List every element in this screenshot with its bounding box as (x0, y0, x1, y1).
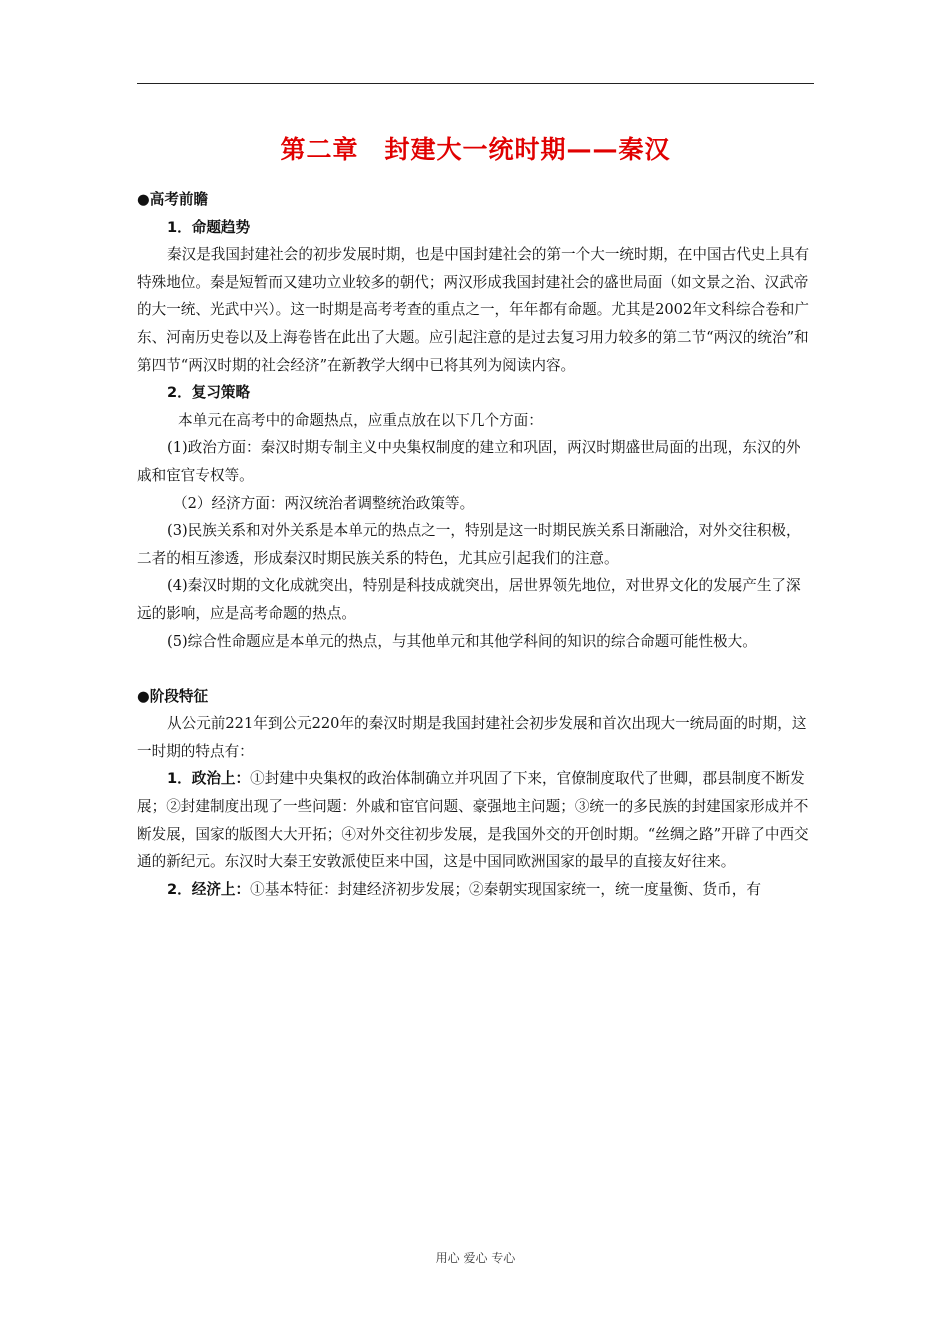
strategy-item: (5)综合性命题应是本单元的热点，与其他单元和其他学科间的知识的综合命题可能性极大。 (167, 632, 757, 650)
section-heading-features: ●阶段特征 (137, 687, 209, 705)
header-rule (137, 83, 814, 84)
subheading-trend: 1．命题趋势 (167, 218, 251, 236)
paragraph-politics (137, 765, 814, 875)
economy-lead: 2．经济上： (167, 880, 251, 898)
economy-text: ①基本特征：封建经济初步发展；②秦朝实现国家统一，统一度量衡、货币，有 (250, 880, 761, 898)
politics-lead: 1．政治上： (167, 770, 251, 788)
paragraph-economy (137, 876, 814, 904)
subheading-strategy: 2．复习策略 (167, 384, 251, 402)
paragraph-features-intro: 从公元前221年到公元220年的秦汉时期是我国封建社会初步发展和首次出现大一统局面的时期，这一时期的特点有： (137, 715, 807, 760)
document-body (137, 186, 814, 903)
paragraph-trend: 秦汉是我国封建社会的初步发展时期，也是中国封建社会的第一个大一统时期，在中国古代史上具有特殊地位。秦是短暂而又建功立业较多的朝代；两汉形成我国封建社会的盛世局面（如文景之治、汉武帝的大一统、光武中兴）。这一时期是高考考查的重点之一，年年都有命题。尤其是2002年文科综合卷和广东、河南历史卷以及上海卷皆在此出了大题。应引起注意的是过去复习用力较多的第二节“两汉的统治”和第四节“两汉时期的社会经济”在新教学大纲中已将其列为阅读内容。 (137, 246, 810, 374)
section-heading-outlook: ●高考前瞻 (137, 191, 209, 208)
chapter-title: 第二章 封建大一统时期——秦汉 (280, 135, 671, 164)
politics-text: ①封建中央集权的政治体制确立并巩固了下来，官僚制度取代了世卿，郡县制度不断发展；②封建制度出现了一些问题：外戚和宦官问题、豪强地主问题；③统一的多民族的封建国家形成并不断发展，国家的版图大大开拓；④对外交往初步发展，是我国外交的开创时期。“丝绸之路”开辟了中西交通的新纪元。东汉时大秦王安敦派使臣来中国，这是中国同欧洲国家的最早的直接友好往来。 (137, 770, 809, 871)
strategy-item: (1)政治方面：秦汉时期专制主义中央集权制度的建立和巩固，两汉时期盛世局面的出现，东汉的外戚和宦官专权等。 (137, 439, 801, 484)
page-footer: 用心 爱心 专心 (435, 1251, 516, 1265)
spacer (137, 655, 814, 683)
strategy-item: (4)秦汉时期的文化成就突出，特别是科技成就突出，居世界领先地位，对世界文化的发展产生了深远的影响，应是高考命题的热点。 (137, 577, 801, 622)
paragraph-strategy-intro: 本单元在高考中的命题热点，应重点放在以下几个方面： (178, 411, 543, 429)
strategy-item: (3)民族关系和对外关系是本单元的热点之一，特别是这一时期民族关系日渐融洽，对外交往积极，二者的相互渗透，形成秦汉时期民族关系的特色，尤其应引起我们的注意。 (137, 522, 801, 567)
strategy-item: （2）经济方面：两汉统治者调整统治政策等。 (173, 494, 475, 512)
